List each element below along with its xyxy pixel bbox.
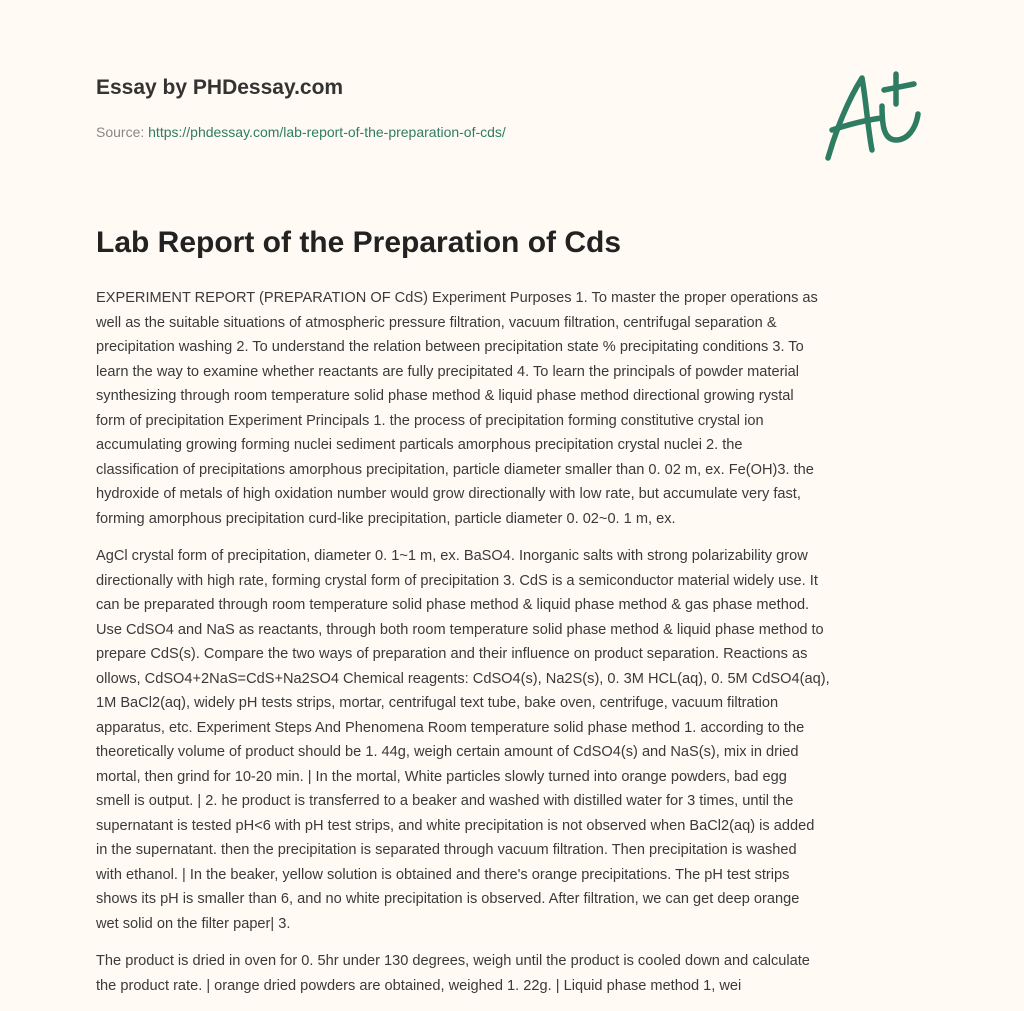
paragraph-line: 1M BaCl2(aq), widely pH tests strips, mortar, centrifugal text tube, bake oven, centrifuge, vacuum filtration [96,695,779,711]
paragraph-line: Use CdSO4 and NaS as reactants, through both room temperature solid phase method & liquid phase method to [96,621,824,638]
paragraph-line: can be preparated through room temperature solid phase method & liquid phase method & gas phase method. [96,597,810,613]
source-link[interactable]: https://phdessay.com/lab-report-of-the-preparation-of-cds/ [148,124,506,140]
paragraph-line: AgCl crystal form of precipitation, diameter 0. 1~1 m, ex. BaSO4. Inorganic salts with strong polarizability grow [96,548,808,564]
paragraph-line: forming amorphous precipitation curd-like precipitation, particle diameter 0. 02~0. 1 m, ex. [96,510,676,527]
paragraph-line: mortal, then grind for 10-20 min. | In the mortal, White particles slowly turned into orange powders, bad egg [96,768,787,785]
paragraph-line: apparatus, etc. Experiment Steps And Phenomena Room temperature solid phase method 1. according to the [96,719,805,736]
paragraph-line: smell is output. | 2. he product is transferred to a beaker and washed with distilled water for 3 times, until the [96,793,794,809]
article-body [96,286,946,1011]
paragraph-line: prepare CdS(s). Compare the two ways of preparation and their influence on product separation. Reactions as [96,646,808,662]
paragraph-line: the product rate. | orange dried powders are obtained, weighed 1. 22g. | Liquid phase method 1, wei [96,977,742,994]
paragraph-line: with ethanol. | In the beaker, yellow solution is obtained and there's orange precipitations. The pH test strips [96,866,790,883]
article-paragraph [96,286,946,531]
paragraph-line: accumulating growing forming nuclei sediment particals amorphous precipitation crystal nuclei 2. the [96,437,743,453]
paragraph-line: shows its pH is smaller than 6, and no white precipitation is observed. After filtration, we can get deep orange [96,891,800,907]
paragraph-line: in the supernatant. then the precipitation is separated through vacuum filtration. Then precipitation is washed [96,842,797,858]
a-plus-logo-icon [822,70,926,162]
paragraph-line: supernatant is tested pH<6 with pH test strips, and white precipitation is not observed when BaCl2(aq) is added [96,817,815,834]
paragraph-line: well as the suitable situations of atmospheric pressure filtration, vacuum filtration, centrifugal separation & [96,314,777,331]
article-title: Lab Report of the Preparation of Cds [96,226,622,259]
source-line [96,124,506,140]
paragraph-line: form of precipitation Experiment Principals 1. the process of precipitation forming constitutive crystal ion [96,412,764,429]
paragraph-line: The product is dried in oven for 0. 5hr under 130 degrees, weigh until the product is cooled down and calculate [96,953,810,969]
paragraph-line: classification of precipitations amorphous precipitation, particle diameter smaller than 0. 02 m, ex. Fe(OH)3. the [96,461,814,478]
paragraph-line: directionally with high rate, forming crystal form of precipitation 3. CdS is a semiconductor material widely use. It [96,572,818,589]
paragraph-line: ollows, CdSO4+2NaS=CdS+Na2SO4 Chemical reagents: CdSO4(s), Na2S(s), 0. 3M HCL(aq), 0. 5M CdSO4(aq), [96,670,830,687]
paragraph-line: synthesizing through room temperature solid phase method & liquid phase method directional growing rystal [96,388,794,404]
article-paragraph [96,949,946,998]
paragraph-line: theoretically volume of product should be 1. 44g, weigh certain amount of CdSO4(s) and NaS(s), mix in dried [96,744,799,760]
paragraph-line: precipitation washing 2. To understand the relation between precipitation state % precipitating conditions 3. To [96,339,804,355]
paragraph-line: learn the way to examine whether reactants are fully precipitated 4. To learn the principals of powder material [96,363,800,380]
paragraph-line: hydroxide of metals of high oxidation number would grow directionally with low rate, but accumulate very fast, [96,486,801,502]
paragraph-line: wet solid on the filter paper| 3. [96,915,291,932]
site-title: Essay by PHDessay.com [96,76,344,99]
article-paragraph [96,544,946,936]
paragraph-line: EXPERIMENT REPORT (PREPARATION OF CdS) Experiment Purposes 1. To master the proper operations as [96,290,818,306]
source-label: Source: [96,124,145,140]
